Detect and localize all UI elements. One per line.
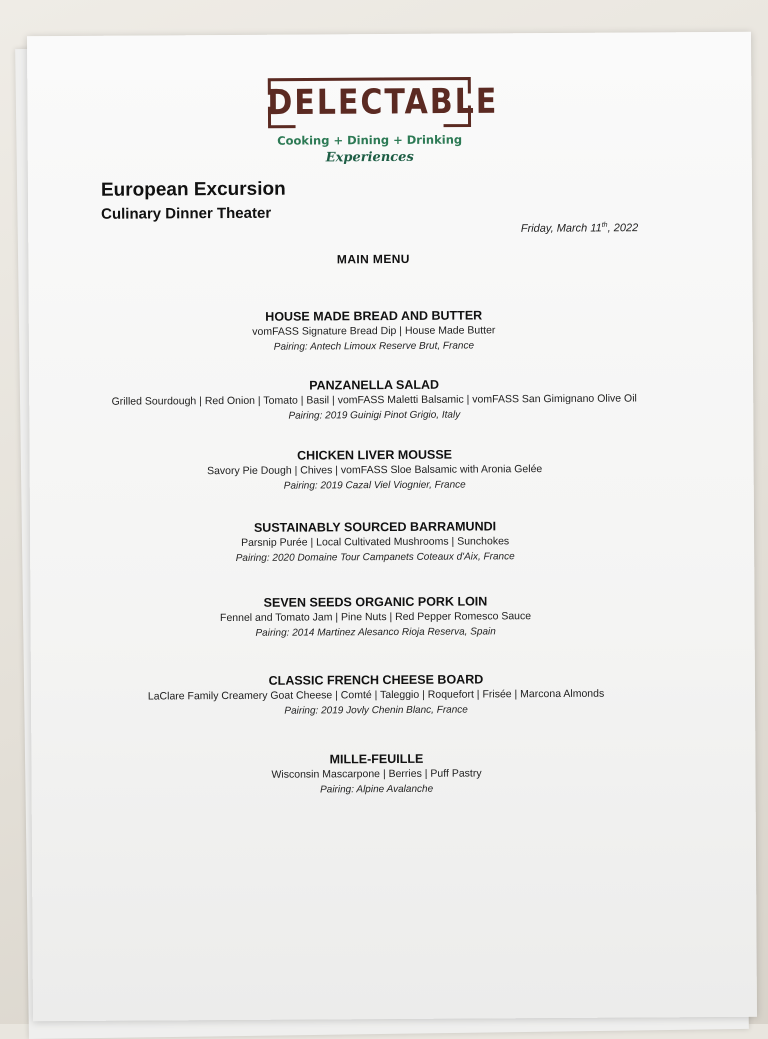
menu-sheet [27, 32, 757, 1021]
course-pairing: Pairing: 2019 Jovly Chenin Blanc, France [284, 704, 468, 717]
course-name: SUSTAINABLY SOURCED BARRAMUNDI [253, 519, 497, 535]
course-description: Grilled Sourdough | Red Onion | Tomato | Basil | vomFASS Maletti Balsamic | vomFASS San Gimignano Olive Oil [111, 392, 637, 408]
course-pairing: Pairing: 2019 Cazal Viel Viognier, France [283, 479, 466, 492]
course-name: CHICKEN LIVER MOUSSE [297, 447, 453, 463]
course-name: SEVEN SEEDS ORGANIC PORK LOIN [263, 594, 488, 610]
course-name: HOUSE MADE BREAD AND BUTTER [265, 308, 483, 324]
event-date [488, 221, 638, 235]
course-mousse [30, 445, 720, 495]
logo-subtitle: Experiences [325, 149, 414, 166]
course-cheese-board [31, 670, 721, 720]
course-barramundi [30, 517, 720, 567]
course-mille-feuille [31, 749, 721, 799]
event-title: European Excursion [100, 178, 286, 201]
menu-heading: MAIN MENU [336, 251, 410, 267]
course-panzanella [29, 375, 719, 425]
course-description: Savory Pie Dough | Chives | vomFASS Sloe Balsamic with Aronia Gelée [207, 463, 543, 478]
course-description: vomFASS Signature Bread Dip | House Made Butter [252, 324, 496, 338]
course-pork-loin [30, 592, 720, 642]
course-description: Wisconsin Mascarpone | Berries | Puff Pastry [271, 767, 482, 781]
course-bread [29, 306, 719, 356]
course-name: MILLE-FEUILLE [329, 751, 424, 767]
course-pairing: Pairing: Alpine Avalanche [320, 783, 434, 796]
course-pairing: Pairing: 2020 Domaine Tour Campanets Coteaux d'Aix, France [235, 551, 515, 564]
event-subtitle: Culinary Dinner Theater [101, 204, 272, 223]
course-description: LaClare Family Creamery Goat Cheese | Comté | Taleggio | Roquefort | Frisée | Marcona Almonds [147, 687, 605, 703]
course-pairing: Pairing: 2014 Martinez Alesanco Rioja Reserva, Spain [255, 626, 496, 639]
course-description: Parsnip Purée | Local Cultivated Mushrooms | Sunchokes [241, 535, 510, 549]
course-name: PANZANELLA SALAD [309, 377, 440, 393]
date-suffix: th [601, 221, 608, 229]
date-main: Friday, March 11 [520, 222, 602, 235]
delectable-logo [267, 76, 499, 177]
course-pairing: Pairing: 2019 Guinigi Pinot Grigio, Italy [288, 409, 461, 422]
course-name: CLASSIC FRENCH CHEESE BOARD [268, 672, 484, 688]
date-year: , 2022 [607, 222, 639, 235]
course-pairing: Pairing: Antech Limoux Reserve Brut, France [273, 340, 475, 353]
logo-wordmark: DELECTABLE [267, 81, 499, 124]
course-description: Fennel and Tomato Jam | Pine Nuts | Red Pepper Romesco Sauce [219, 610, 532, 625]
logo-tagline: Cooking + Dining + Drinking [277, 132, 463, 148]
